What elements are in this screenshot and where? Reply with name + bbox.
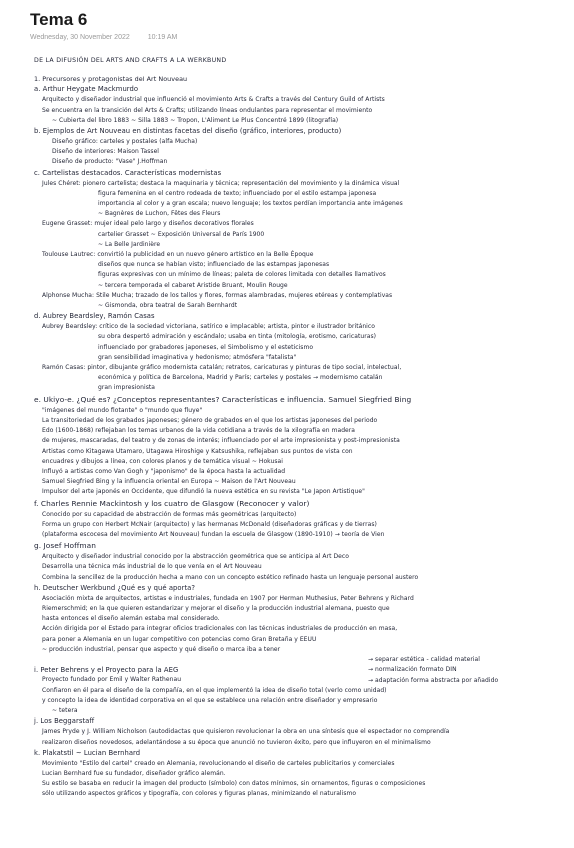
note-meta	[30, 34, 177, 41]
note-line: Edo (1600-1868) reflejaban los temas urbanos de la vida cotidiana a través de la xilografía en madera	[42, 427, 356, 435]
note-line: gran sensibilidad imaginativa y hedonismo; atmósfera "fatalista"	[98, 353, 297, 361]
note-line: diseños que nunca se habían visto; influenciado de las estampas japonesas	[98, 261, 330, 269]
subsection-heading: d. Aubrey Beardsley, Ramón Casas	[34, 312, 155, 321]
subsection-heading: e. Ukiyo-e. ¿Qué es? ¿Conceptos representantes? Características e influencia. Samuel Siegfried Bing	[34, 394, 412, 404]
note-line: ~ producción industrial, pensar que aspecto y qué diseño o marca iba a tener	[42, 645, 281, 653]
subsection-heading: c. Cartelistas destacados. Características modernistas	[34, 168, 222, 177]
note-line: cartelier Grasset ~ Exposición Universal de París 1900	[98, 230, 265, 238]
note-line: James Pryde y J. William Nicholson (autodidactas que quisieron revolucionar la obra en una síntesis que el espectador no comprendía	[42, 728, 450, 736]
note-line: La transitoriedad de los grabados japoneses; género de grabados en el que los artistas japoneses del periodo	[42, 416, 378, 424]
note-header	[30, 10, 177, 41]
note-line: Forma un grupo con Herbert McNair (arquitecto) y las hermanas McDonald (diseñadoras gráficas y de tierras)	[42, 520, 377, 528]
note-line: ~ tetera	[52, 707, 78, 715]
note-line: ~ tercera temporada el cabaret Aristide Bruant, Moulin Rouge	[98, 281, 288, 289]
note-line: Eugene Grasset: mujer ideal pelo largo y diseños decorativos florales	[42, 220, 254, 228]
note-annotation: → adaptación forma abstracta por añadido	[368, 676, 499, 684]
note-line: importancia al color y a gran escala; nuevo lenguaje; los textos perdían importancia ante imágenes	[98, 200, 403, 208]
note-line: Combina la sencillez de la producción hecha a mano con un concepto estético refinado hasta un lenguaje personal austero	[42, 573, 419, 581]
note-line: Asociación mixta de arquitectos, artistas e industriales, fundada en 1907 por Herman Muthesius, Peter Behrens y Richard	[42, 594, 414, 602]
note-line: Diseño de producto: "Vase" J.Hoffman	[52, 158, 168, 166]
note-line: "imágenes del mundo flotante" o "mundo que fluye"	[42, 406, 203, 414]
note-line: Toulouse Lautrec: convirtió la publicidad en un nuevo género artístico en la Belle Époque	[42, 251, 314, 259]
note-line: Jules Chéret: pionero cartelista; destaca la maquinaria y técnica; representación del movimiento y la dinámica visual	[42, 179, 400, 187]
note-line: económica y política de Barcelona, Madrid y París; carteles y postales → modernismo catalán	[98, 374, 383, 382]
subsection-heading: a. Arthur Heygate Mackmurdo	[34, 85, 139, 94]
note-line: ~ Cubierta del libro 1883 ~ Silla 1883 ~ Tropon, L'Aliment Le Plus Concentré 1899 (litografía)	[52, 116, 339, 124]
section-heading: 1. Precursores y protagonistas del Art Nouveau	[34, 75, 188, 84]
note-line: Impulsor del arte japonés en Occidente, que difundió la nueva estética en su revista "Le Japon Artistique"	[42, 488, 365, 496]
note-line: Su estilo se basaba en reducir la imagen del producto (símbolo) con datos mínimos, sin ornamentos, figuras o composiciones	[42, 780, 426, 788]
note-line: Arquitecto y diseñador industrial conocido por la abstracción geométrica que se anticipa al Art Deco	[42, 553, 349, 561]
note-line: Lucian Bernhard fue su fundador, diseñador gráfico alemán.	[42, 769, 226, 777]
note-line: Alphonse Mucha: Stile Mucha; trazado de los tallos y flores, formas alambradas, mujeres etéreas y contemplativas	[42, 291, 393, 299]
note-line: Movimiento "Estilo del cartel" creado en Alemania, revolucionando el diseño de carteles publicitarios y comerciales	[42, 759, 395, 767]
note-line: Diseño gráfico: carteles y postales (alfa Mucha)	[52, 138, 198, 146]
subsection-heading: b. Ejemplos de Art Nouveau en distintas facetas del diseño (gráfico, interiores, producto)	[34, 127, 342, 136]
note-line: Aubrey Beardsley: crítico de la sociedad victoriana, satírico e implacable; artista, pintor e ilustrador británico	[42, 323, 375, 331]
note-line: Se encuentra en la transición del Arts & Crafts; utilizando líneas ondulantes para representar el movimiento	[42, 106, 373, 114]
note-line: figuras expresivas con un mínimo de líneas; paleta de colores limitada con detalles llamativos	[98, 271, 386, 279]
note-line: Proyecto fundado por Emil y Walter Rathenau	[42, 676, 182, 684]
note-line: Diseño de interiores: Maison Tassel	[52, 148, 160, 156]
note-line: de mujeres, mascaradas, del teatro y de zonas de interés; influenciado por el arte impresionista y post-impresionista	[42, 437, 400, 445]
note-line: gran impresionista	[98, 384, 155, 392]
note-time: 10:19 AM	[147, 34, 178, 41]
subsection-heading: j. Los Beggarstaff	[34, 717, 95, 726]
note-line: Confiaron en él para el diseño de la compañía, en el que implementó la idea de diseño total (verlo como unidad)	[42, 686, 387, 694]
note-title[interactable]: Tema 6	[30, 10, 88, 29]
note-line: Artistas como Kitagawa Utamaro, Utagawa Hiroshige y Katsushika, reflejaban sus puntos de vista con	[42, 447, 353, 455]
note-line: ~ La Belle Jardinière	[98, 240, 161, 248]
subsection-heading: f. Charles Rennie Mackintosh y los cuatro de Glasgow (Reconocer y valor)	[34, 498, 310, 508]
note-line: y concepto la idea de identidad corporativa en el que se establece una relación entre diseñador y empresario	[42, 696, 378, 704]
note-line: influenciado por grabadores japoneses, el Simbolismo y el esteticismo	[98, 343, 314, 351]
subsection-heading: k. Plakatstil ~ Lucian Bernhard	[34, 748, 141, 757]
note-date: Wednesday, 30 November 2022	[30, 34, 130, 41]
note-line: Samuel Siegfried Bing y la influencia oriental en Europa ~ Maison de l'Art Nouveau	[42, 478, 296, 486]
subsection-heading: g. Josef Hoffman	[34, 541, 96, 551]
note-line: su obra despertó admiración y escándalo; usaba en tinta (mitología, erotismo, caricaturas)	[98, 333, 377, 341]
note-line: (plataforma escocesa del movimiento Art Nouveau) fundan la escuela de Glasgow (1890-1910) → teoría de Vien	[42, 530, 385, 538]
note-line: figura femenina en el centro rodeada de texto; influenciado por el estilo estampa japonesa	[98, 189, 377, 197]
note-line: realizaron diseños novedosos, adelantándose a su época que anunció no tuvieron éxito, pero que influyeron en el minimalismo	[42, 738, 431, 746]
handwritten-notes[interactable]	[28, 56, 562, 800]
note-line: hasta entonces el diseño alemán estaba mal considerado.	[42, 615, 220, 623]
note-line: Riemerschmid; en la que quieren estandarizar y mejorar el diseño y la producción industrial alemana, puesto que	[42, 604, 390, 612]
note-line: ~ Bagnères de Luchon, Fêtes des Fleurs	[98, 210, 221, 218]
note-annotation: → normalización formato DIN	[368, 666, 457, 674]
note-line: sólo utilizando aspectos gráficos y tipografía, con colores y figuras planas, minimizando el naturalismo	[42, 790, 357, 798]
note-line: Ramón Casas: pintor, dibujante gráfico modernista catalán; retratos, caricaturas y pinturas de tipo social, intelectual,	[42, 364, 402, 372]
note-line: Conocido por su capacidad de abstracción de formas más geométricas (arquitecto)	[42, 510, 297, 518]
subsection-heading: h. Deutscher Werkbund ¿Qué es y qué aporta?	[34, 583, 196, 592]
document-heading: DE LA DIFUSIÓN DEL ARTS AND CRAFTS A LA WERKBUND	[34, 57, 227, 64]
subsection-heading: i. Peter Behrens y el Proyecto para la AEG	[34, 666, 179, 675]
note-line: Desarrolla una técnica más industrial de lo que venía en el Art Nouveau	[42, 563, 262, 571]
note-line: ~ Gismonda, obra teatral de Sarah Bernhardt	[98, 302, 238, 310]
note-annotation: → separar estética - calidad material	[368, 655, 480, 663]
note-line: encuadres y dibujos a línea, con colores planos y de temática visual ~ Hokusai	[42, 457, 283, 465]
note-line: Influyó a artistas como Van Gogh y "japonismo" de la época hasta la actualidad	[42, 467, 286, 475]
note-line: Acción dirigida por el Estado para integrar oficios tradicionales con las técnicas industriales de producción en masa,	[42, 625, 398, 633]
note-line: Arquitecto y diseñador industrial que influenció el movimiento Arts & Crafts a través del Century Guild of Artists	[42, 96, 385, 104]
note-line: para poner a Alemania en un lugar competitivo con potencias como Gran Bretaña y EEUU	[42, 635, 317, 643]
